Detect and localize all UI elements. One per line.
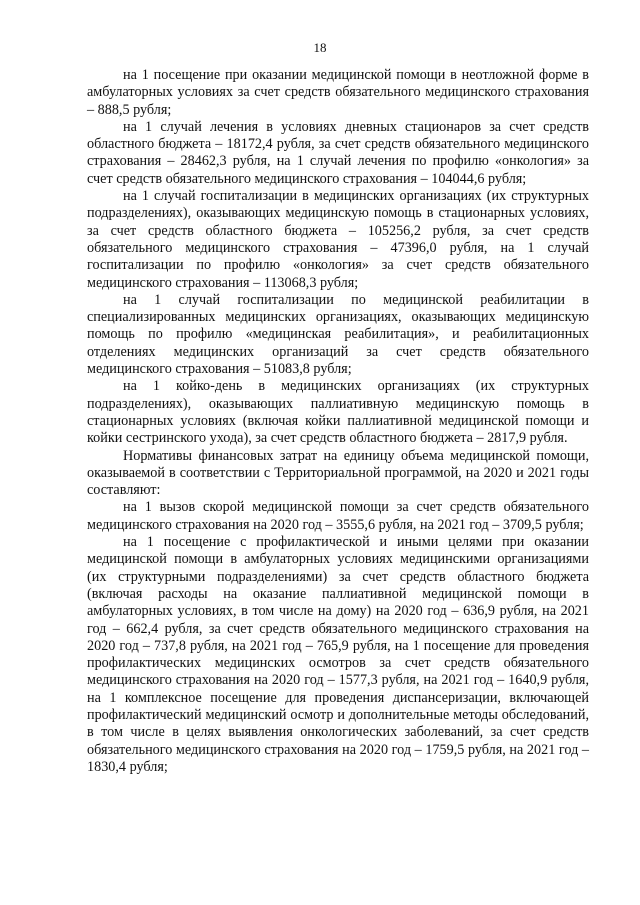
paragraph-ambulance-call-cost: на 1 вызов скорой медицинской помощи за счет средств обязательного медицинского страхования на 2020 год – 3555,6 рубля, на 2021 год – 3709,5 рубля;: [87, 499, 589, 533]
paragraph-standards-intro: Нормативы финансовых затрат на единицу объема медицинской помощи, оказываемой в соответствии с Территориальной программой, на 2020 и 2021 годы составляют:: [87, 447, 589, 499]
paragraph-hospitalization-cost: на 1 случай госпитализации в медицинских организациях (их структурных подразделениях), оказывающих медицинскую помощь в стационарных условиях, за счет средств областного бюджета – 105256,2 рубля, за счет средств обязательного медицинского страхования – 47396,0 рубля, на 1 случай госпитализации по профилю «онкология» за счет средств обязательного медицинского страхования – 113068,3 рубля;: [87, 188, 589, 291]
page-number: 18: [313, 40, 327, 55]
paragraph-rehabilitation-cost: на 1 случай госпитализации по медицинской реабилитации в специализированных медицинских организациях, оказывающих медицинскую помощь по профилю «медицинская реабилитация», и реабилитационных отделениях медицинских организаций за счет средств обязательного медицинского страхования – 51083,8 рубля;: [87, 291, 589, 378]
paragraph-palliative-bed-day-cost: на 1 койко-день в медицинских организациях (их структурных подразделениях), оказывающих паллиативную медицинскую помощь в стационарных условиях (включая койки паллиативной медицинской помощи и койки сестринского ухода), за счет средств областного бюджета – 2817,9 рубля.: [87, 378, 589, 447]
paragraph-preventive-visit-cost: на 1 посещение с профилактической и иными целями при оказании медицинской помощи в амбулаторных условиях медицинскими организациями (их структурными подразделениями) за счет средств областного бюджета (включая расходы на оказание паллиативной медицинской помощи в амбулаторных условиях, в том числе на дому) на 2020 год – 636,9 рубля, на 2021 год – 662,4 рубля, за счет средств обязательного медицинского страхования на 2020 год – 737,8 рубля, на 2021 год – 765,9 рубля, на 1 посещение для проведения профилактических медицинских осмотров за счет средств обязательного медицинского страхования на 2020 год – 1577,3 рубля, на 2021 год – 1640,9 рубля, на 1 комплексное посещение для проведения диспансеризации, включающей профилактический медицинский осмотр и дополнительные методы обследований, в том числе в целях выявления онкологических заболеваний, за счет средств обязательного медицинского страхования на 2020 год – 1759,5 рубля, на 2021 год – 1830,4 рубля;: [87, 534, 589, 775]
document-body: [87, 67, 589, 776]
paragraph-emergency-visit-cost: на 1 посещение при оказании медицинской помощи в неотложной форме в амбулаторных условиях за счет средств обязательного медицинского страхования – 888,5 рубля;: [87, 67, 589, 118]
paragraph-day-hospital-cost: на 1 случай лечения в условиях дневных стационаров за счет средств областного бюджета – 18172,4 рубля, за счет средств обязательного медицинского страхования – 28462,3 рубля, на 1 случай лечения по профилю «онкология» за счет средств обязательного медицинского страхования – 104044,6 рубля;: [87, 118, 589, 187]
